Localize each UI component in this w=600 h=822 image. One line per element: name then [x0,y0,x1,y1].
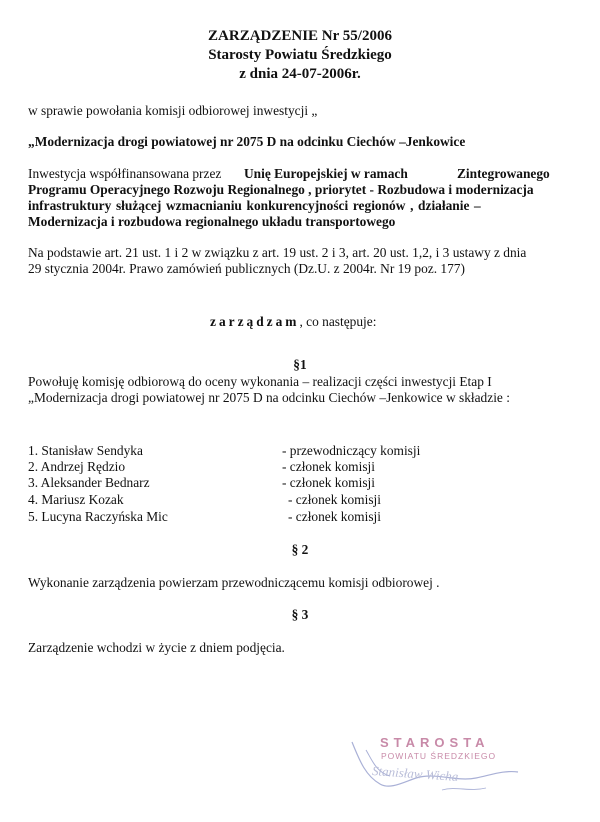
decree-date: z dnia 24-07-2006r. [239,66,361,82]
member-role: - członek komisji [282,459,375,474]
section-3-heading: § 3 [291,607,309,622]
member-name: 1. Stanisław Sendyka [28,443,143,458]
member-row [28,475,428,491]
subject-intro: w sprawie powołania komisji odbiorowej inwestycji „ [28,103,318,118]
member-name: 3. Aleksander Bednarz [28,475,150,490]
member-row [28,492,428,508]
section-1-heading: §1 [293,357,307,372]
stamp-title: STAROSTA [380,735,490,750]
decree-statement [210,314,376,330]
issuer-title: Starosty Powiatu Średzkiego [208,47,392,63]
section-3-text: Zarządzenie wchodzi w życie z dniem podjęcia. [28,640,285,655]
legal-basis-line1: Na podstawie art. 21 ust. 1 i 2 w związku z art. 19 ust. 2 i 3, art. 20 ust. 1,2, i 3 ustawy z dnia [28,245,527,260]
member-role: - członek komisji [282,475,375,490]
member-row [28,509,428,525]
section-1-line1: Powołuję komisję odbiorową do oceny wykonania – realizacji części inwestycji Etap I [28,374,492,389]
cofinance-line2: Programu Operacyjnego Rozwoju Regionalnego , priorytet - Rozbudowa i modernizacja [28,182,534,197]
official-stamp [372,730,510,800]
member-name: 2. Andrzej Rędzio [28,459,126,474]
member-name: 5. Lucyna Raczyńska Mic [28,509,168,524]
cofinance-eu: Unię Europejskiej w ramach [244,166,408,181]
legal-basis-line2: 29 stycznia 2004r. Prawo zamówień publicznych (Dz.U. z 2004r. Nr 19 poz. 177) [28,261,465,276]
member-row [28,443,428,459]
section-1-line2: „Modernizacja drogi powiatowej nr 2075 D na odcinku Ciechów –Jenkowice w składzie : [28,390,510,405]
member-role: - przewodniczący komisji [282,443,421,458]
member-row [28,459,428,475]
cofinance-line4: Modernizacja i rozbudowa regionalnego układu transportowego [28,214,396,229]
decree-rest: , co następuje: [299,314,377,329]
investment-title: „Modernizacja drogi powiatowej nr 2075 D na odcinku Ciechów –Jenkowice [28,134,466,149]
stamp-name: Stanisław Wicha [371,763,459,784]
cofinance-integrated: Zintegrowanego [457,166,550,181]
decree-title: ZARZĄDZENIE Nr 55/2006 [208,28,392,44]
member-role: - członek komisji [288,509,381,524]
member-name: 4. Mariusz Kozak [28,492,124,507]
member-role: - członek komisji [288,492,381,507]
stamp-subtitle: POWIATU ŚREDZKIEGO [381,751,497,761]
cofinance-line3: infrastruktury służącej wzmacnianiu konkurencyjności regionów , działanie – [28,198,481,213]
decree-word: zarządzam [210,314,300,329]
section-2-text: Wykonanie zarządzenia powierzam przewodniczącemu komisji odbiorowej . [28,575,440,590]
cofinance-text: Inwestycja współfinansowana przez [28,166,222,181]
section-2-heading: § 2 [291,542,309,557]
